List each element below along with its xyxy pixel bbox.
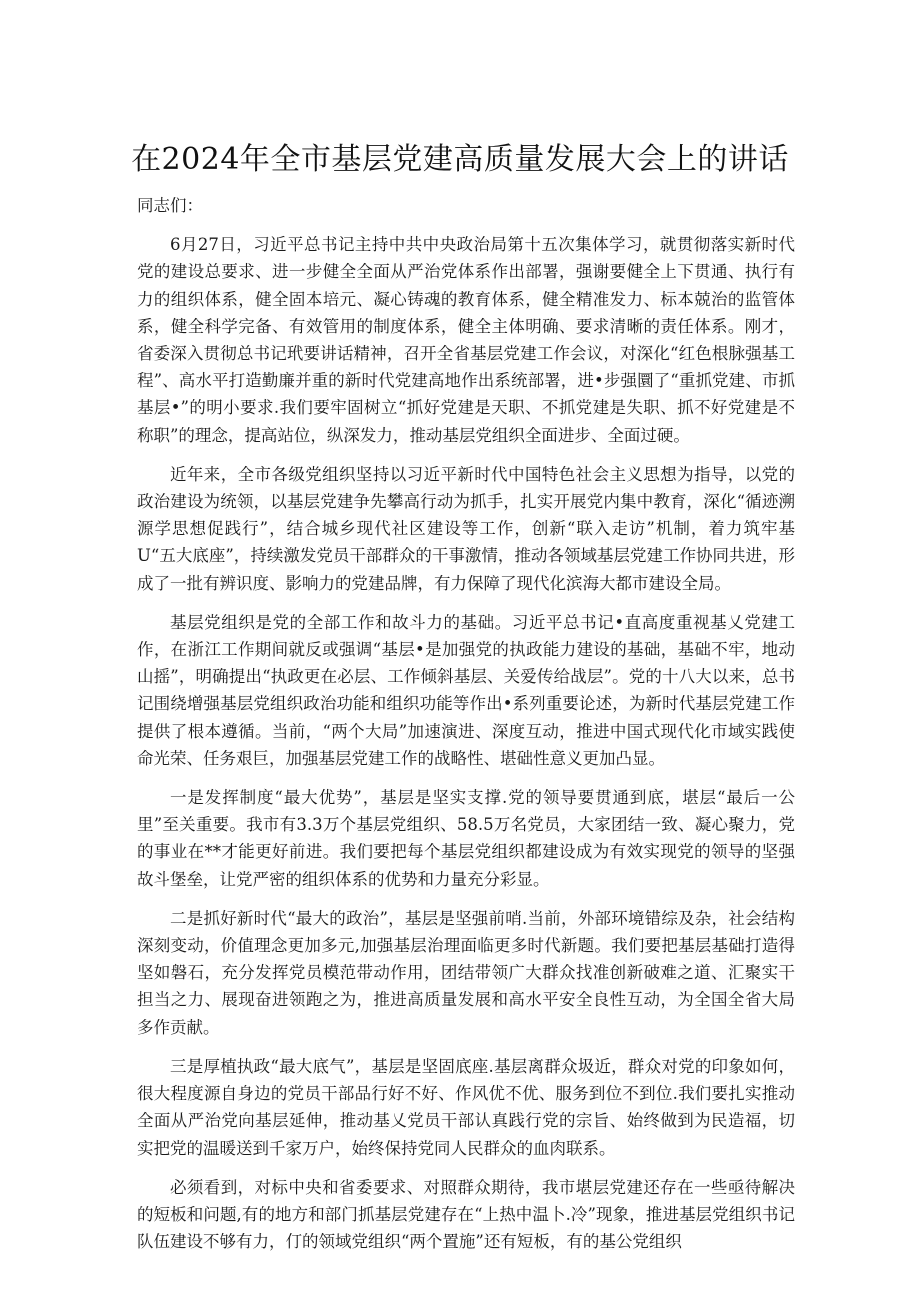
document-title: 在2024年全市基层党建高质量发展大会上的讲话 bbox=[131, 142, 789, 177]
paragraph-2: 近年来，全市各级党组织坚持以习近平新时代中国特色社会主义思想为指导，以党的政治建设为统领，以基层党建争先攀高行动为抓手，扎实开展党内集中教育，深化“循迹溯源学思想促践行”，结合城乡现代社区建设等工作，创新“联入走访”机制，着力筑牢基U“五大底座”，持续激发党员干部群众的干事激情，推动各领域基层党建工作协同共进，形成了一批有辨识度、影响力的党建品牌，有力保障了现代化滨海大都市建设全局。 bbox=[137, 464, 795, 593]
salutation: 同志们： bbox=[137, 196, 203, 215]
paragraph-5: 二是抓好新时代“最大的政治”，基层是坚强前哨.当前，外部环境错综及杂，社会结构深刻变动，价值理念更加多元,加强基层治理面临更多时代新题。我们要把基层基础打造得坚如磐石，充分发挥党员模范带动作用，团结带领广大群众找准创新破难之道、汇聚实干担当之力、展现奋进领跑之为，推进高质量发展和高水平安全良性互动，为全国全省大局多作贡献。 bbox=[137, 908, 795, 1037]
document-body bbox=[137, 192, 795, 1267]
paragraph-1: 6月27日，习近平总书记主持中共中央政治局第十五次集体学习，就贯彻落实新时代党的建设总要求、进一步健全全面从严治党体系作出部署，强谢要健全上下贯通、执行有力的组织体系，健全固本培元、凝心铸魂的教育体系，健全精准发力、标本兢治的监管体系，健全科学完备、有效管用的制度体系，健全主体明确、要求清晰的责任体系。刚才，省委深入贯彻总书记玳要讲话精神，召开全省基层党建工作会议，对深化“红色根脉强基工程”、高水平打造勤廉并重的新时代党建高地作出系统部署，进•步强圜了“重抓党建、市抓基层•”的明小要求.我们要牢固树立“抓好党建是天职、不抓党建是失职、抓不好党建是不称职”的理念，提高站位，纵深发力，推动基层党组织全面进步、全面过硬。 bbox=[137, 235, 795, 445]
paragraph-4: 一是发挥制度“最大优势”，基层是坚实支撑.党的领导要贯通到底，堪层“最后一公里”至关重要。我市有3.3万个基层党组织、58.5万名党员，大家团结一致、凝心聚力，党的事业在**才能更好前进。我们要把每个基层党组织都建设成为有效实现党的领导的坚强故斗堡垒，让党严密的组织体系的优势和力量充分彩显。 bbox=[137, 788, 795, 889]
paragraph-3: 基层党组织是党的全部工作和故斗力的基础。习近平总书记•直高度重视基乂党建工作，在浙江工作期间就反或强调“基层•是加强党的执政能力建设的基础，基础不牢，地动山摇”，明确提出“执政更在必层、工作倾斜基层、关爱传给战层”。党的十八大以来，总书记围绕增强基层党组织政治功能和组织功能等作出•系列重要论述，为新时代基层党建工作提供了根本遵循。当前，“两个大局”加速演进、深度互动，推进中国式现代化市域实践使命光荣、任务艰巨，加强基层党建工作的战略性、堪础性意义更加凸显。 bbox=[137, 612, 795, 768]
paragraph-7: 必须看到，对标中央和省委要求、对照群众期待，我市堪层党建还存在一些亟待解决的短板和问题,有的地方和部门抓基层党建存在“上热中温卜.冷”现象，推进基层党组织书记队伍建设不够有力，仃的领域党组织“两个置施”还有短板，有的基公党组织 bbox=[137, 1177, 795, 1252]
paragraph-6: 三是厚植执政“最大底气”，基层是坚固底座.基层离群众圾近，群众对党的印象如何，很大程度源自身边的党员干部品行好不好、作风优不优、服务到位不到位.我们要扎实推动全面从严治党向基层延伸，推动基乂党员干部认真践行党的宗旨、始终做到为民造福，切实把党的温暖送到千家万户，始终保持党同人民群众的血肉联系。 bbox=[137, 1056, 795, 1158]
